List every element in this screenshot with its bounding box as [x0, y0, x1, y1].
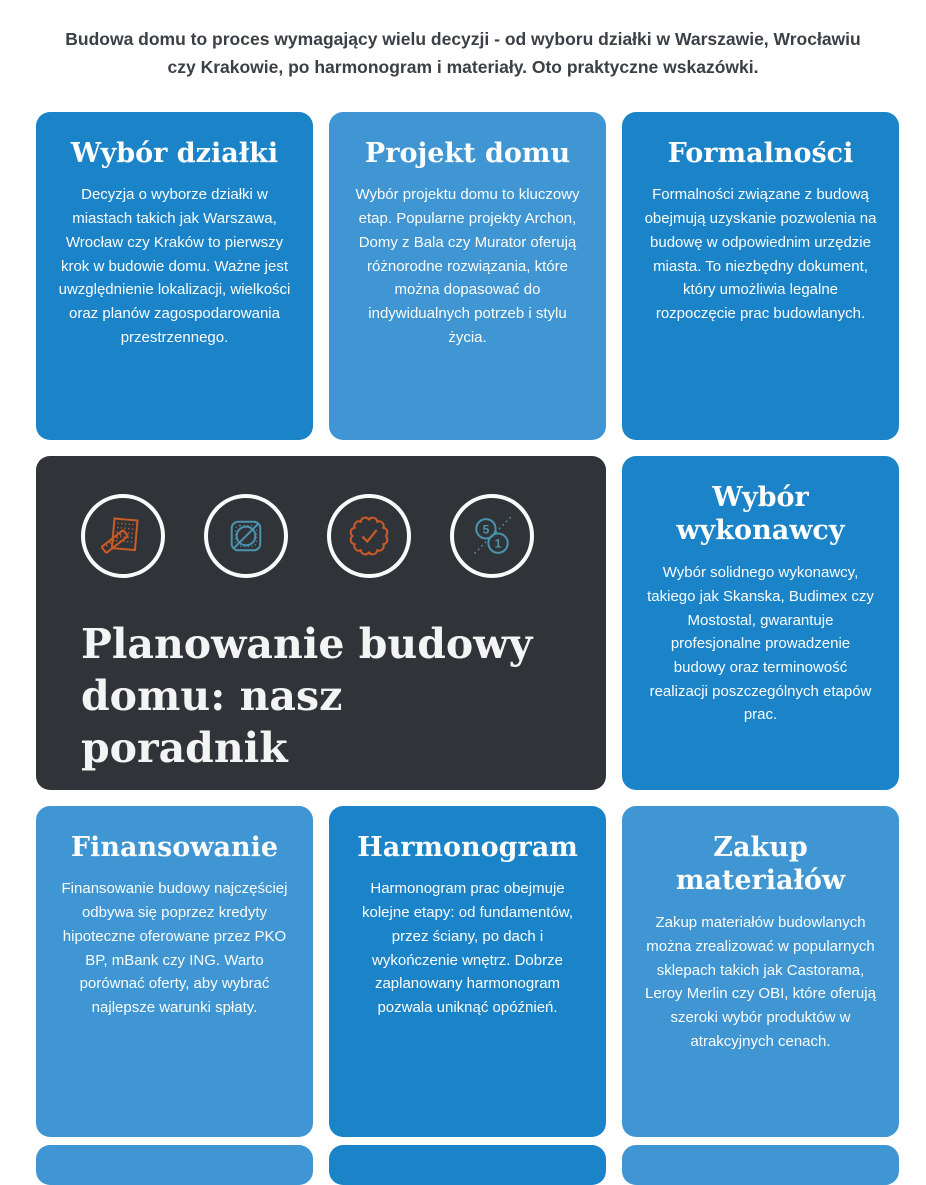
- card-body: Decyzja o wyborze działki w miastach takich jak Warszawa, Wrocław czy Kraków to pierwszy krok w budowie domu. Ważne jest uwzględnienie lokalizacji, wielkości oraz planów zagospodarowania przestrzennego.: [58, 186, 291, 346]
- approval-badge-icon: [347, 514, 391, 558]
- card-body: Wybór projektu domu to kluczowy etap. Popularne projekty Archon, Domy z Bala czy Murator oferują różnorodne rozwiązania, które można dopasować do indywidualnych potrzeb i stylu życia.: [355, 186, 580, 346]
- card-title: Zakup materiałów: [675, 831, 846, 897]
- icon-circle: [204, 494, 288, 578]
- card-formalnosci: [622, 112, 899, 440]
- icon-circle: [327, 494, 411, 578]
- scale-ratio-icon: [470, 514, 514, 558]
- card-title: Formalności: [667, 137, 854, 169]
- card-wybor-dzialki: [36, 112, 313, 440]
- ratio-bottom-label: 1: [494, 536, 502, 551]
- feature-title: Planowanie budowy domu: nasz poradnik: [81, 619, 533, 772]
- cards-grid: [36, 112, 899, 1137]
- card-body: Harmonogram prac obejmuje kolejne etapy: od fundamentów, przez ściany, po dach i wykończenie wnętrz. Dobrze zaplanowany harmonogram pozwala uniknąć opóźnień.: [362, 880, 573, 1016]
- card-title: Finansowanie: [70, 831, 279, 863]
- ratio-top-label: 5: [482, 521, 490, 536]
- next-row-cards-cut-off: [36, 1145, 899, 1185]
- partial-card: [329, 1145, 606, 1185]
- card-body: Zakup materiałów budowlanych można zrealizować w popularnych sklepach takich jak Castorama, Leroy Merlin czy OBI, które oferują szeroki wybór produktów w atrakcyjnych cenach.: [645, 914, 876, 1050]
- card-body: Wybór solidnego wykonawcy, takiego jak Skanska, Budimex czy Mostostal, gwarantuje profesjonalne prowadzenie budowy oraz terminowość realizacji poszczególnych etapów prac.: [647, 564, 874, 724]
- area-measure-icon: [224, 514, 268, 558]
- blueprint-ruler-icon: [101, 514, 145, 558]
- intro-text: Budowa domu to proces wymagający wielu decyzji - od wyboru działki w Warszawie, Wrocławiu czy Krakowie, po harmonogram i materiały. Oto praktyczne wskazówki.: [65, 29, 861, 78]
- card-projekt-domu: [329, 112, 606, 440]
- card-title: Wybór wykonawcy: [676, 481, 845, 547]
- card-harmonogram: [329, 806, 606, 1137]
- partial-card: [36, 1145, 313, 1185]
- card-title: Projekt domu: [364, 137, 571, 169]
- icon-circle: [81, 494, 165, 578]
- feature-icons-row: [81, 494, 561, 578]
- card-title: Wybór działki: [70, 137, 279, 169]
- partial-card: [622, 1145, 899, 1185]
- feature-card: [36, 456, 606, 790]
- card-wybor-wykonawcy: [622, 456, 899, 790]
- card-finansowanie: [36, 806, 313, 1137]
- icon-circle: [450, 494, 534, 578]
- card-title: Harmonogram: [357, 831, 578, 863]
- card-zakup-materialow: [622, 806, 899, 1137]
- card-body: Formalności związane z budową obejmują uzyskanie pozwolenia na budowę w odpowiednim urzędzie miasta. To niezbędny dokument, który umożliwia legalne rozpoczęcie prac budowlanych.: [644, 186, 877, 322]
- card-body: Finansowanie budowy najczęściej odbywa się poprzez kredyty hipoteczne oferowane przez PKO BP, mBank czy ING. Warto porównać oferty, aby wybrać najlepsze warunki spłaty.: [61, 880, 288, 1016]
